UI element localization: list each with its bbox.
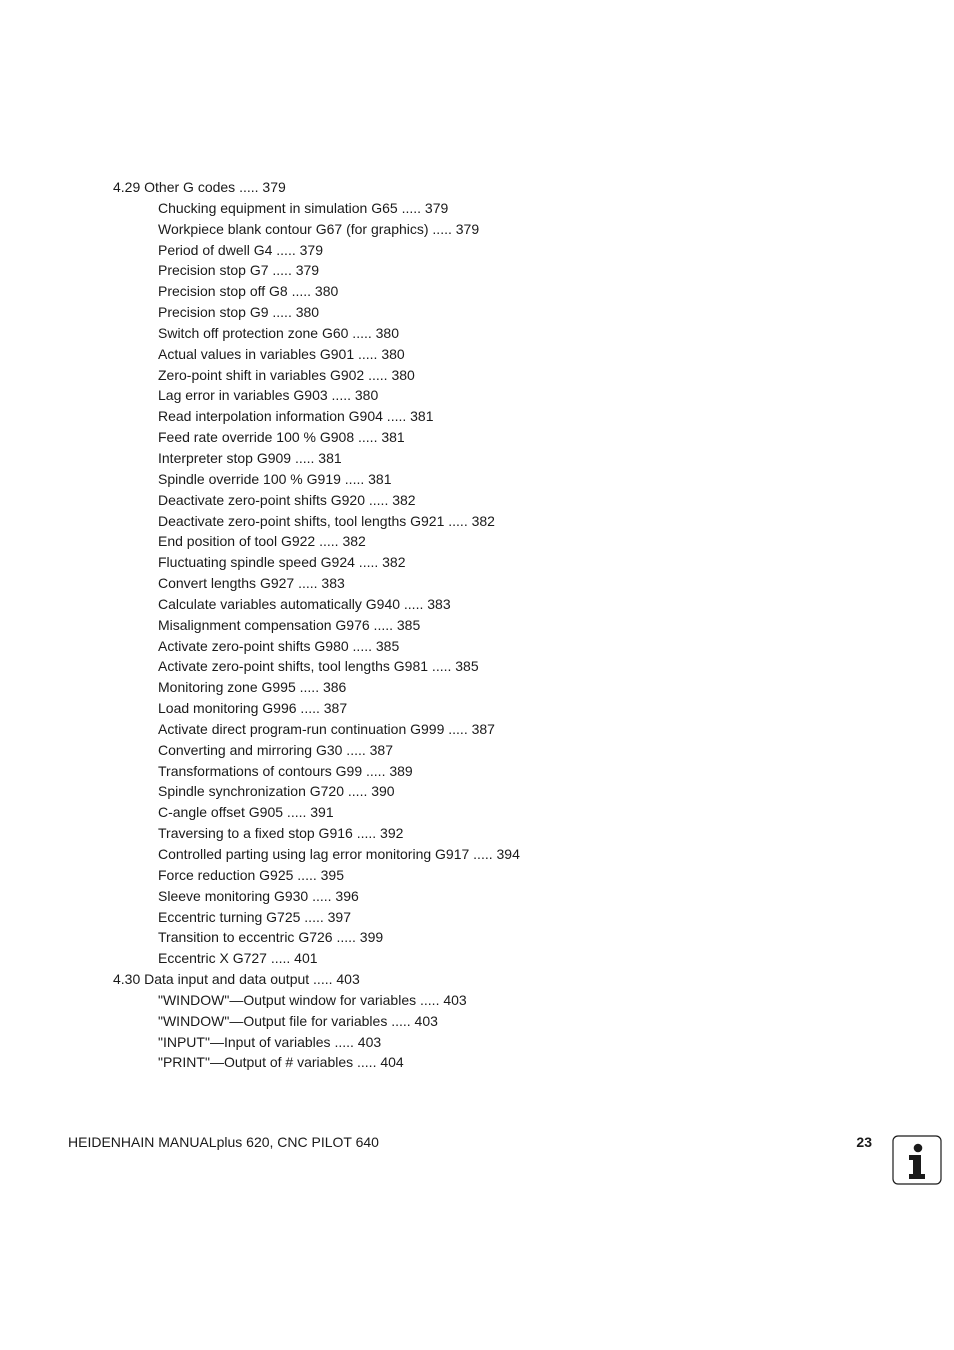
- toc-entry: Chucking equipment in simulation G65 ..... 379: [158, 199, 449, 216]
- toc-entry: "PRINT"—Output of # variables ..... 404: [158, 1054, 404, 1071]
- table-of-contents: [113, 177, 813, 1073]
- toc-entry: End position of tool G922 ..... 382: [158, 533, 366, 550]
- toc-entry: Workpiece blank contour G67 (for graphics) ..... 379: [158, 220, 480, 237]
- toc-entry: Fluctuating spindle speed G924 ..... 382: [158, 554, 406, 571]
- toc-entry: Deactivate zero-point shifts G920 ..... 382: [158, 491, 416, 508]
- toc-entry: Traversing to a fixed stop G916 ..... 392: [158, 825, 404, 842]
- toc-entry: Load monitoring G996 ..... 387: [158, 700, 348, 717]
- toc-entry: Calculate variables automatically G940 ..... 383: [158, 595, 451, 612]
- toc-entry: Eccentric X G727 ..... 401: [158, 950, 318, 967]
- toc-entry: Misalignment compensation G976 ..... 385: [158, 616, 421, 633]
- toc-section-entry: 4.29 Other G codes ..... 379: [113, 179, 286, 195]
- toc-entry: Activate zero-point shifts G980 ..... 385: [158, 637, 400, 654]
- toc-entry: Read interpolation information G904 ..... 381: [158, 408, 434, 425]
- toc-entry: "INPUT"—Input of variables ..... 403: [158, 1033, 382, 1050]
- toc-entry: Transition to eccentric G726 ..... 399: [158, 929, 384, 946]
- toc-entry: Activate direct program-run continuation G999 ..... 387: [158, 720, 495, 737]
- toc-section-entry: 4.30 Data input and data output ..... 403: [113, 971, 360, 988]
- toc-entry: "WINDOW"—Output file for variables ..... 403: [158, 1012, 438, 1029]
- toc-entry: Switch off protection zone G60 ..... 380: [158, 324, 399, 341]
- toc-entry: Sleeve monitoring G930 ..... 396: [158, 887, 359, 904]
- toc-entry: Monitoring zone G995 ..... 386: [158, 679, 347, 696]
- toc-entry: C-angle offset G905 ..... 391: [158, 804, 334, 821]
- toc-entry: Eccentric turning G725 ..... 397: [158, 908, 351, 925]
- toc-entry: Spindle override 100 % G919 ..... 381: [158, 470, 392, 487]
- toc-entry: Converting and mirroring G30 ..... 387: [158, 741, 394, 758]
- footer-title: HEIDENHAIN MANUALplus 620, CNC PILOT 640: [68, 1134, 379, 1150]
- toc-entry: Zero-point shift in variables G902 ..... 380: [158, 366, 415, 383]
- toc-entry: Lag error in variables G903 ..... 380: [158, 387, 379, 404]
- toc-entry: Activate zero-point shifts, tool lengths G981 ..... 385: [158, 658, 479, 675]
- toc-entry: Precision stop G7 ..... 379: [158, 262, 320, 279]
- toc-entry: Deactivate zero-point shifts, tool lengths G921 ..... 382: [158, 512, 495, 529]
- toc-entry: "WINDOW"—Output window for variables ..... 403: [158, 991, 467, 1008]
- toc-entry: Force reduction G925 ..... 395: [158, 866, 344, 883]
- toc-entry: Spindle synchronization G720 ..... 390: [158, 783, 395, 800]
- toc-entry: Precision stop off G8 ..... 380: [158, 283, 339, 300]
- toc-entry: Period of dwell G4 ..... 379: [158, 241, 323, 258]
- toc-entry: Controlled parting using lag error monitoring G917 ..... 394: [158, 846, 520, 862]
- toc-entry: Precision stop G9 ..... 380: [158, 304, 320, 321]
- page-number: 23: [856, 1134, 872, 1150]
- toc-entry: Transformations of contours G99 ..... 389: [158, 762, 413, 779]
- toc-entry: Convert lengths G927 ..... 383: [158, 575, 345, 592]
- toc-entry: Actual values in variables G901 ..... 380: [158, 345, 405, 362]
- info-icon: [892, 1135, 942, 1185]
- toc-entry: Feed rate override 100 % G908 ..... 381: [158, 429, 405, 446]
- toc-entry: Interpreter stop G909 ..... 381: [158, 449, 342, 466]
